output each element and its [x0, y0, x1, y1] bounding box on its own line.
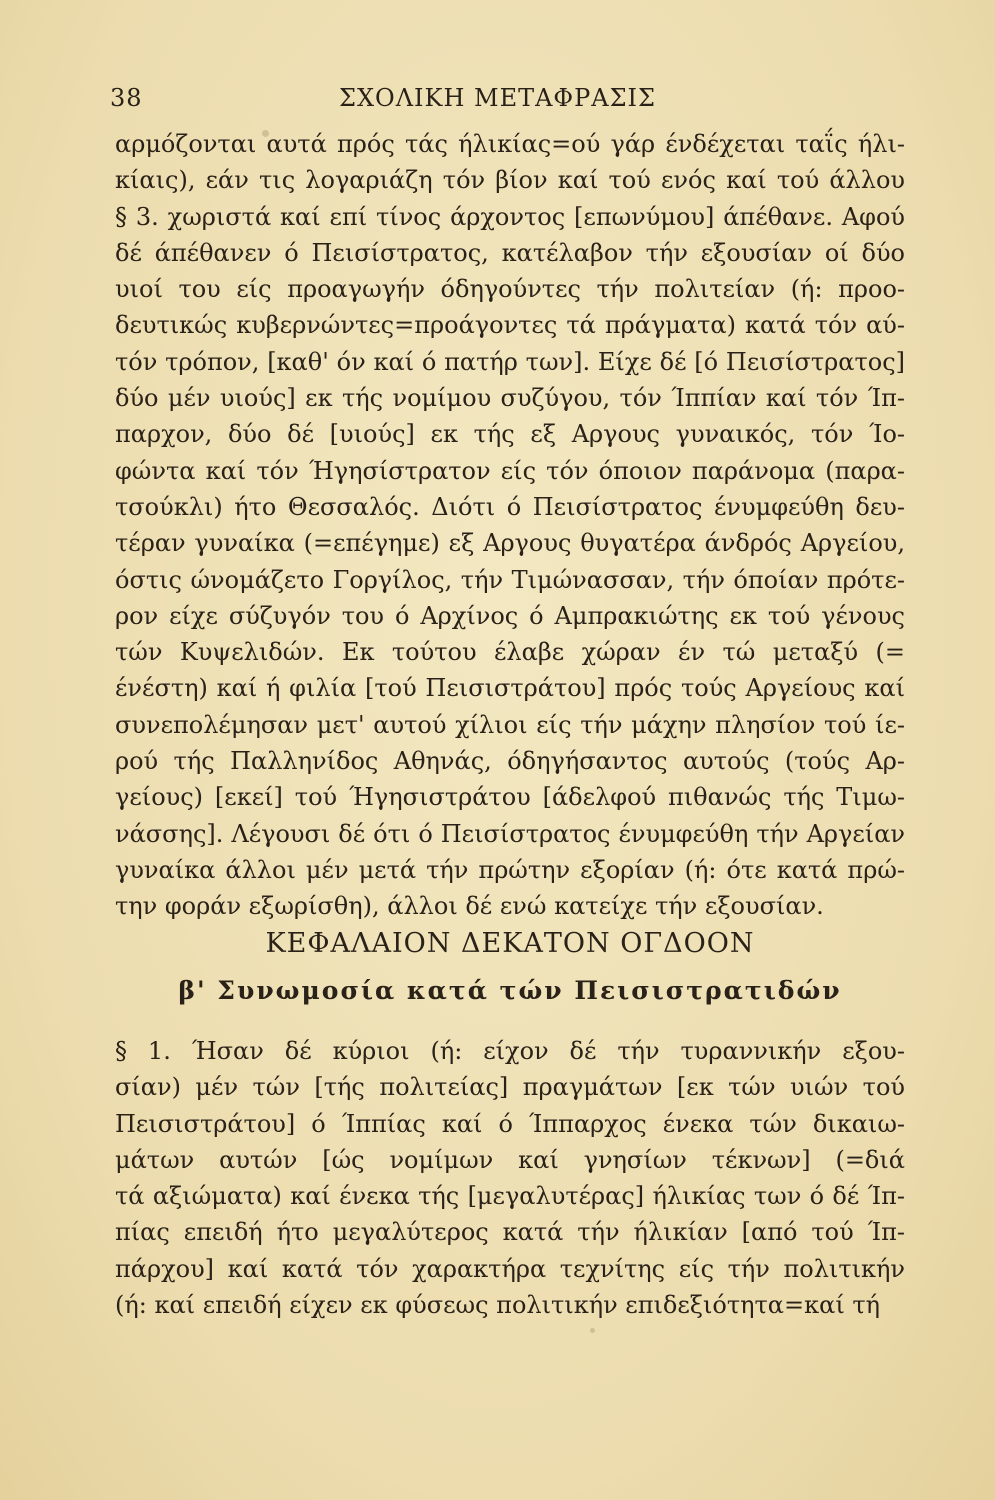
- text-line: ρον είχε σύζυγόν του ό Αρχίνος ό Αμπρακιώτης εκ τού γένους: [115, 601, 905, 630]
- text-line: Πεισιστράτου] ό Ίππίας καί ό Ίππαρχος ένεκα τών δικαιω-: [115, 1109, 905, 1138]
- text-line: συνεπολέμησαν μετ' αυτού χίλιοι είς τήν μάχην πλησίον τού ίε-: [115, 710, 905, 739]
- text-line: τσούκλι) ήτο Θεσσαλός. Διότι ό Πεισίστρατος ένυμφεύθη δευ-: [115, 492, 905, 521]
- text-line: τά αξιώματα) καί ένεκα τής [μεγαλυτέρας] ήλικίας των ό δέ Ίπ-: [115, 1182, 905, 1211]
- text-line: ένέστη) καί ή φιλία [τού Πεισιστράτου] πρός τούς Αργείους καί: [115, 674, 905, 703]
- text-line: υιοί του είς προαγωγήν όδηγούντες τήν πολιτείαν (ή: προο-: [115, 275, 905, 304]
- section-paragraph: [115, 1033, 905, 1323]
- text-line: § 3. χωριστά καί επί τίνος άρχοντος [επωνύμου] άπέθανε. Αφού: [115, 202, 905, 231]
- text-line: πίας επειδή ήτο μεγαλύτερος κατά τήν ήλικίαν [από τού Ίπ-: [115, 1218, 905, 1247]
- text-line: νάσσης]. Λέγουσι δέ ότι ό Πεισίστρατος ένυμφεύθη τήν Αργείαν: [115, 819, 905, 848]
- page-number: 38: [110, 84, 143, 112]
- text-line: κίαις), εάν τις λογαριάζη τόν βίον καί τού ενός καί τού άλλου: [115, 166, 905, 195]
- text-line: όστις ώνομάζετο Γοργίλος, τήν Τιμώνασσαν, τήν όποίαν πρότε-: [115, 565, 905, 594]
- text-line: φώντα καί τόν Ήγησίστρατον είς τόν όποιον παράνομα (παρα-: [115, 456, 905, 485]
- text-line: μάτων αυτών [ώς νομίμων καί γνησίων τέκνων] (=διά: [115, 1145, 905, 1174]
- text-line: τόν τρόπον, [καθ' όν καί ό πατήρ των]. Είχε δέ [ό Πεισίστρατος]: [115, 347, 905, 376]
- text-line: δύο μέν υιούς] εκ τής νομίμου συζύγου, τόν Ίππίαν καί τόν Ίπ-: [115, 384, 905, 413]
- text-line: αρμόζονται αυτά πρός τάς ήλικίας=ού γάρ ένδέχεται ταΐς ήλι-: [115, 130, 905, 158]
- chapter-title: ΚΕΦΑΛΑΙΟΝ ΔΕΚΑΤΟΝ ΟΓΔΟΟΝ: [265, 928, 755, 959]
- paper-spot: [590, 1328, 595, 1333]
- text-line: γείους) [εκεί] τού Ήγησιστράτου [άδελφού πιθανώς τής Τιμω-: [115, 783, 905, 812]
- chapter-subtitle: β' Συνωμοσία κατά τών Πεισιστρατιδών: [178, 976, 842, 1005]
- text-line: (ή: καί επειδή είχεν εκ φύσεως πολιτικήν επιδεξιότητα=καί τή: [115, 1291, 881, 1320]
- text-line: γυναίκα άλλοι μέν μετά τήν πρώτην εξορίαν (ή: ότε κατά πρώ-: [115, 855, 905, 884]
- text-line: την φοράν εξωρίσθη), άλλοι δέ ενώ κατείχε τήν εξουσίαν.: [115, 892, 824, 921]
- text-line: δέ άπέθανεν ό Πεισίστρατος, κατέλαβον τήν εξουσίαν οί δύο: [115, 238, 905, 267]
- text-line: πάρχου] καί κατά τόν χαρακτήρα τεχνίτης είς τήν πολιτικήν: [115, 1254, 905, 1283]
- text-line: τών Κυψελιδών. Εκ τούτου έλαβε χώραν έν τώ μεταξύ (=: [115, 638, 905, 667]
- text-line: τέραν γυναίκα (=επέγημε) εξ Αργους θυγατέρα άνδρός Αργείου,: [115, 529, 905, 558]
- text-line: ρού τής Παλληνίδος Αθηνάς, όδηγήσαντος αυτούς (τούς Αρ-: [115, 747, 905, 776]
- body-paragraph: [115, 126, 905, 925]
- text-line: § 1. Ήσαν δέ κύριοι (ή: είχον δέ τήν τυραννικήν εξου-: [115, 1037, 905, 1065]
- text-line: σίαν) μέν τών [τής πολιτείας] πραγμάτων [εκ τών υιών τού: [115, 1073, 905, 1102]
- text-line: δευτικώς κυβερνώντες=προάγοντες τά πράγματα) κατά τόν αύ-: [115, 311, 905, 340]
- running-head: [110, 84, 885, 116]
- text-line: παρχον, δύο δέ [υιούς] εκ τής εξ Αργους γυναικός, τόν Ίο-: [115, 420, 905, 449]
- running-title: ΣΧΟΛΙΚΗ ΜΕΤΑΦΡΑΣΙΣ: [338, 84, 657, 112]
